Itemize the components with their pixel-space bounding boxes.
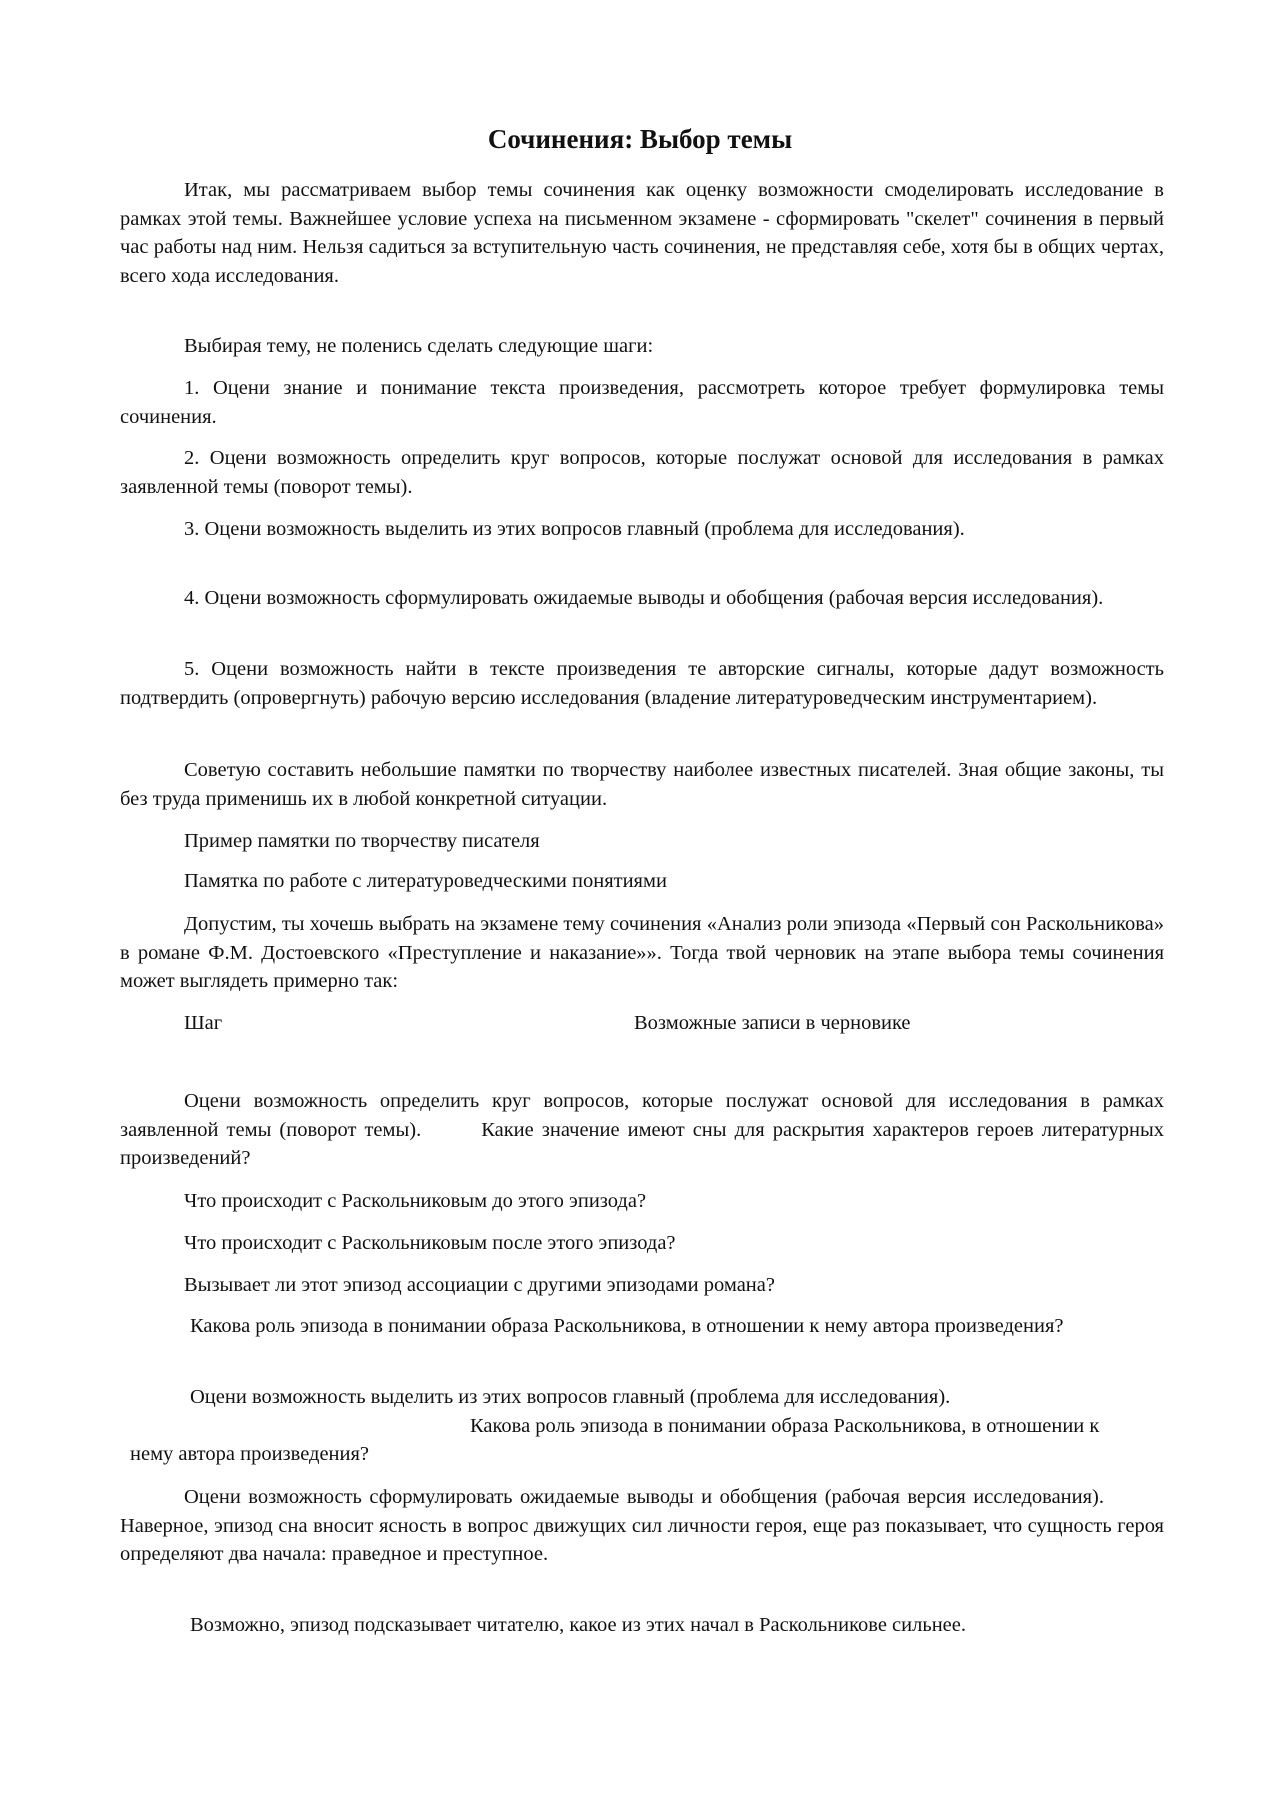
paragraph-advice: Советую составить небольшие памятки по творчеству наиболее известных писателей. Зная общие законы, ты без труда применишь их в любой конкретной ситуации. bbox=[120, 759, 1164, 810]
step-3: 3. Оцени возможность выделить из этих вопросов главный (проблема для исследования). bbox=[184, 518, 965, 540]
page-title: Сочинения: Выбор темы bbox=[487, 124, 793, 154]
step-1: 1. Оцени знание и понимание текста произведения, рассмотреть которое требует формулировка темы сочинения. bbox=[120, 377, 1164, 428]
question: Что происходит с Раскольниковым после этого эпизода? bbox=[184, 1232, 676, 1254]
paragraph-intro: Итак, мы рассматриваем выбор темы сочинения как оценку возможности смоделировать исследование в рамках этой темы. Важнейшее условие успеха на письменном экзамене - сформировать "скелет" сочинения в первый час работы над ним. Нельзя садиться за вступительную часть сочинения, не представляя себе, хотя бы в общих чертах, всего хода исследования. bbox=[120, 179, 1164, 287]
table-row bbox=[120, 1087, 1164, 1173]
paragraph-example: Допустим, ты хочешь выбрать на экзамене тему сочинения «Анализ роли эпизода «Первый сон Раскольникова» в романе Ф.М. Достоевского «Преступление и наказание»». Тогда твой черновик на этапе выбора темы сочинения может выглядеть примерно так: bbox=[120, 913, 1164, 992]
row-step: Оцени возможность выделить из этих вопросов главный (проблема для исследования). bbox=[190, 1386, 951, 1408]
column-notes: Возможные записи в черновике bbox=[634, 1012, 911, 1034]
row-step: Оцени возможность определить круг вопросов, которые послужат основой для исследования в рамках заявленной темы (поворот темы). bbox=[120, 1090, 1164, 1141]
table-row bbox=[130, 1383, 1120, 1469]
link-writer-memo[interactable]: Пример памятки по творчеству писателя bbox=[184, 830, 540, 852]
column-step: Шаг bbox=[184, 1012, 223, 1034]
step-2: 2. Оцени возможность определить круг вопросов, которые послужат основой для исследования в рамках заявленной темы (поворот темы). bbox=[120, 447, 1164, 498]
question: Вызывает ли этот эпизод ассоциации с другими эпизодами романа? bbox=[184, 1274, 775, 1296]
row-notes: Наверное, эпизод сна вносит ясность в вопрос движущих сил личности героя, еще раз показывает, что сущность героя определяют два начала: праведное и преступное. bbox=[120, 1514, 1164, 1565]
paragraph-steps-intro: Выбирая тему, не поленись сделать следующие шаги: bbox=[184, 335, 654, 357]
row-notes: Какова роль эпизода в понимании образа Раскольникова, в отношении к нему автора произведения? bbox=[130, 1414, 1100, 1465]
step-4: 4. Оцени возможность сформулировать ожидаемые выводы и обобщения (рабочая версия исследования). bbox=[184, 587, 1104, 609]
step-5: 5. Оцени возможность найти в тексте произведения те авторские сигналы, которые дадут возможность подтвердить (опровергнуть) рабочую версию исследования (владение литературоведческим инструментарием). bbox=[120, 658, 1164, 709]
question: Что происходит с Раскольниковым до этого эпизода? bbox=[184, 1190, 647, 1212]
row-step: Оцени возможность сформулировать ожидаемые выводы и обобщения (рабочая версия исследования). bbox=[184, 1486, 1104, 1508]
link-concepts-memo[interactable]: Памятка по работе с литературоведческими понятиями bbox=[184, 870, 667, 892]
question: Какова роль эпизода в понимании образа Раскольникова, в отношении к нему автора произведения? bbox=[190, 1315, 1064, 1337]
paragraph-conclusion: Возможно, эпизод подсказывает читателю, какое из этих начал в Раскольникове сильнее. bbox=[190, 1614, 966, 1636]
row-notes: Какие значение имеют сны для раскрытия характеров героев литературных произведений? bbox=[120, 1118, 1164, 1169]
table-row bbox=[120, 1483, 1164, 1569]
